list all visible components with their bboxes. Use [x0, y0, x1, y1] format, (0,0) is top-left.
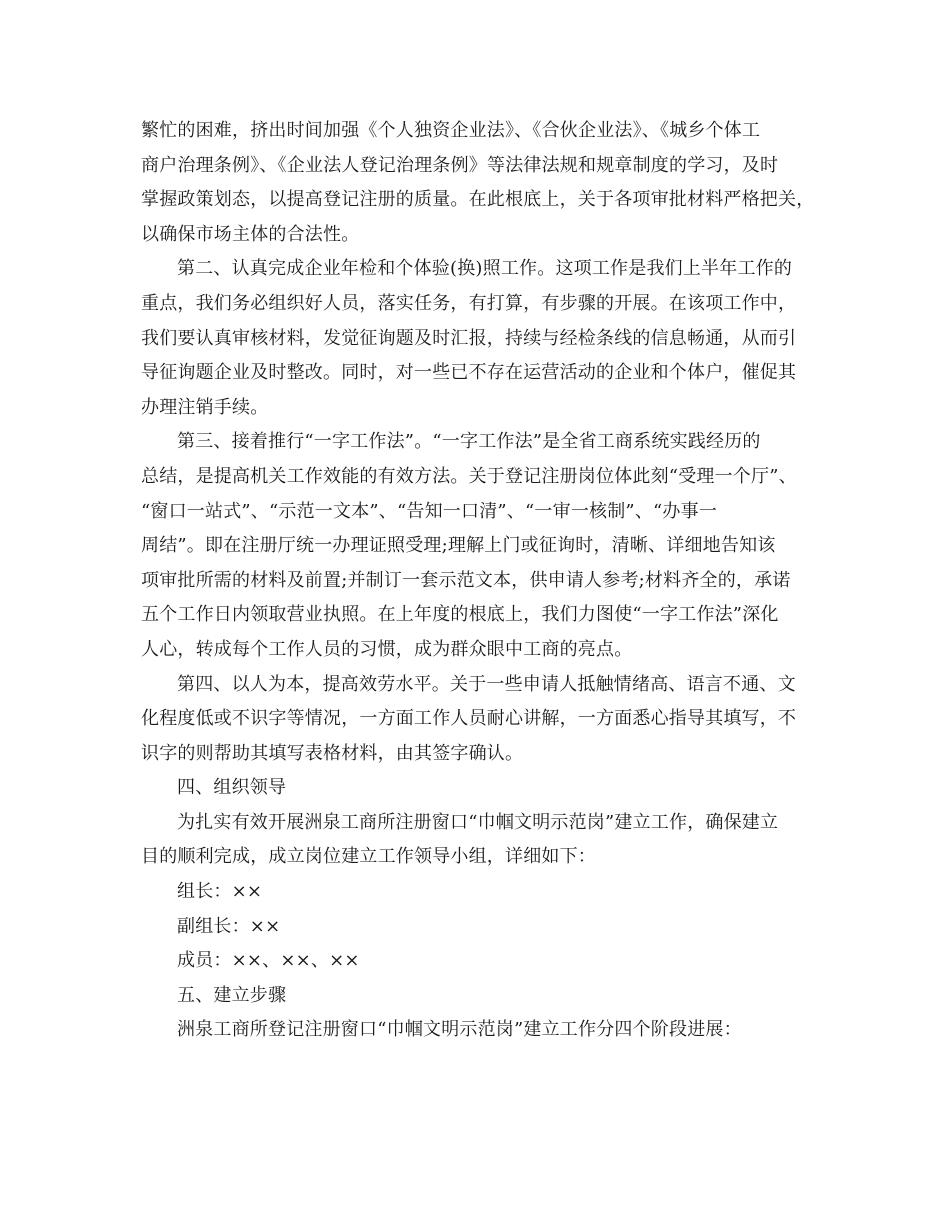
paragraph-2: [141, 252, 817, 425]
paragraph-1: [141, 114, 817, 252]
heading-line: 五、建立步骤: [177, 984, 287, 1006]
document-body: [141, 114, 817, 1048]
text-line: 导征询题企业及时整改。同时，对一些已不存在运营活动的企业和个体户，催促其: [141, 362, 797, 384]
text-line: 办理注销手续。: [141, 396, 269, 418]
text-line: 成员：××、××、××: [177, 950, 360, 972]
text-line: 化程度低或不识字等情况，一方面工作人员耐心讲解，一方面悉心指导其填写，不: [141, 708, 797, 730]
text-line: 目的顺利完成，成立岗位建立工作领导小组，详细如下：: [141, 846, 596, 868]
text-line: 繁忙的困难，挤出时间加强《个人独资企业法》、《合伙企业法》、《城乡个体工: [141, 120, 761, 141]
text-line: 总结，是提高机关工作效能的有效方法。关于登记注册岗位体此刻“受理一个厅”、: [141, 465, 797, 487]
text-line: 第三、接着推行“一字工作法”。“一字工作法”是全省工商系统实践经历的: [177, 431, 761, 453]
text-line: 五个工作日内领取营业执照。在上年度的根底上，我们力图使“一字工作法”深化: [141, 604, 779, 626]
text-line: 我们要认真审核材料，发觉征询题及时汇报，持续与经检条线的信息畅通，从而引: [141, 327, 797, 349]
text-line: 掌握政策划态，以提高登记注册的质量。在此根底上，关于各项审批材料严格把关，: [141, 189, 815, 211]
text-line: 洲泉工商所登记注册窗口“巾帼文明示范岗”建立工作分四个阶段进展：: [177, 1019, 742, 1041]
text-line: 副组长：××: [177, 915, 281, 937]
paragraph-4: [141, 668, 817, 772]
text-line: 第二、认真完成企业年检和个体验(换)照工作。这项工作是我们上半年工作的: [177, 258, 793, 280]
heading-line: 四、组织领导: [177, 777, 287, 799]
section-heading-steps: [141, 979, 817, 1014]
team-members: [141, 944, 817, 979]
text-line: 第四、以人为本，提高效劳水平。关于一些申请人抵触情绪高、语言不通、文: [177, 673, 796, 695]
section-heading-organization: [141, 771, 817, 806]
paragraph-5: [141, 806, 817, 875]
paragraph-3: [141, 425, 817, 667]
text-line: 周结”。即在注册厅统一办理证照受理;理解上门或征询时，清晰、详细地告知该: [141, 535, 776, 557]
text-line: 识字的则帮助其填写表格材料，由其签字确认。: [141, 742, 524, 764]
text-line: “窗口一站式”、“示范一文本”、“告知一口清”、“一审一核制”、“办事一: [141, 500, 718, 522]
team-deputy-leader: [141, 910, 817, 945]
team-leader: [141, 875, 817, 910]
text-line: 以确保市场主体的合法性。: [141, 223, 360, 245]
text-line: 组长：××: [177, 881, 263, 903]
paragraph-6: [141, 1013, 817, 1048]
text-line: 项审批所需的材料及前置;并制订一套示范文本，供申请人参考;材料齐全的，承诺: [141, 569, 791, 591]
text-line: 商户治理条例》、《企业法人登记治理条例》等法律法规和规章制度的学习，及时: [141, 154, 779, 176]
text-line: 人心，转成每个工作人员的习惯，成为群众眼中工商的亮点。: [141, 638, 633, 660]
text-line: 为扎实有效开展洲泉工商所注册窗口“巾帼文明示范岗”建立工作，确保建立: [177, 811, 779, 833]
text-line: 重点，我们务必组织好人员，落实任务，有打算，有步骤的开展。在该项工作中，: [141, 292, 797, 314]
